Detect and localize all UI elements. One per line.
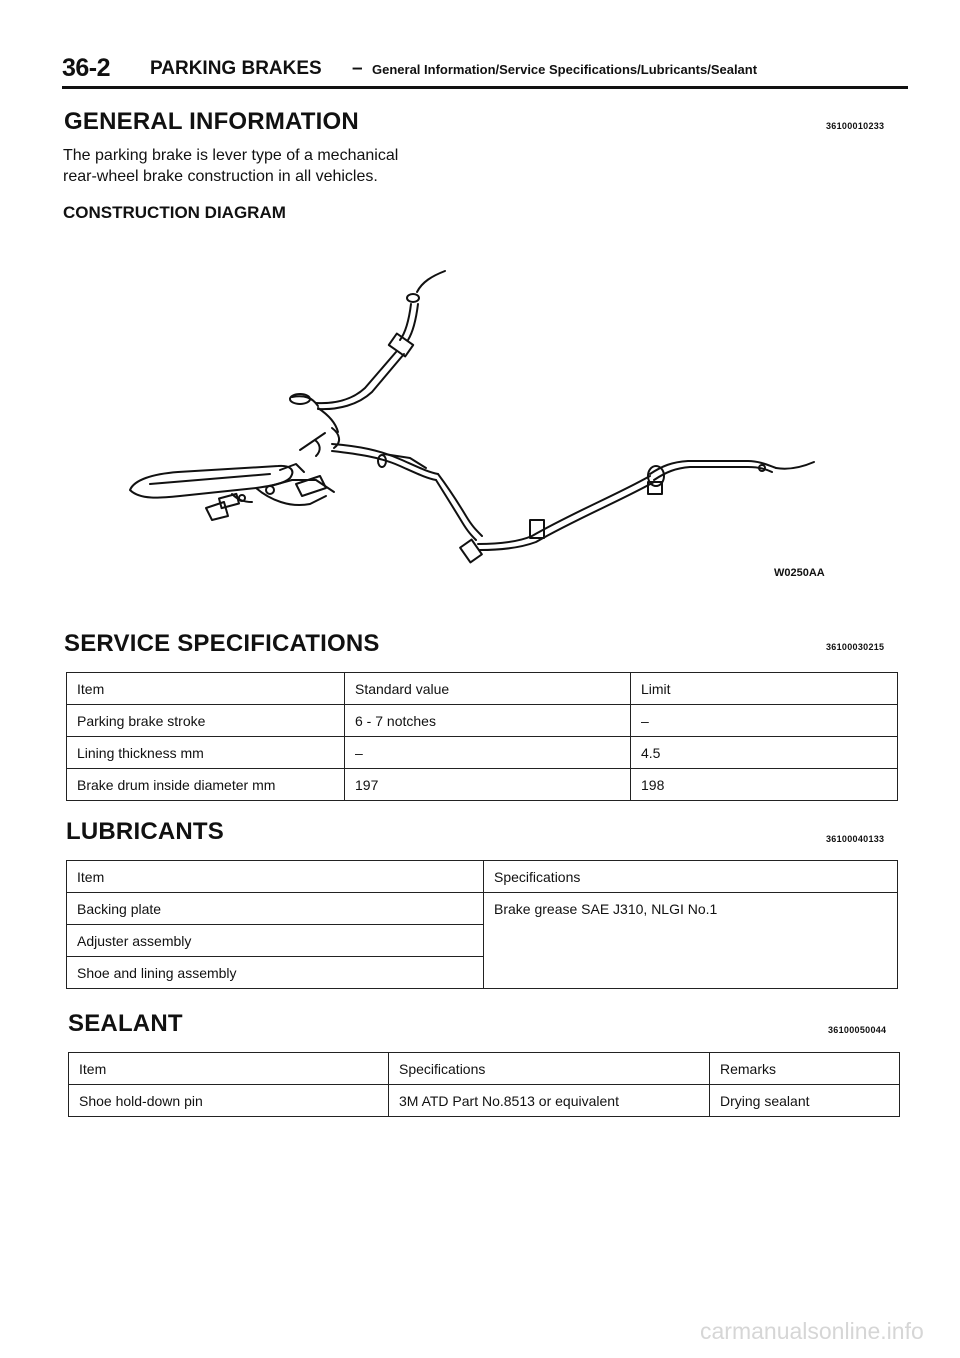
column-header: Specifications (484, 861, 898, 893)
table-row (67, 769, 898, 801)
table-row (67, 737, 898, 769)
table-row (69, 1085, 900, 1117)
general-information-line-1: The parking brake is lever type of a mechanical (63, 147, 399, 164)
general-information-code: 36100010233 (826, 121, 885, 131)
table-cell: 197 (345, 769, 631, 801)
header-rule (62, 86, 908, 89)
column-header: Remarks (710, 1053, 900, 1085)
section-title: PARKING BRAKES (150, 58, 322, 79)
table-cell: Backing plate (67, 893, 484, 925)
header-dash: – (352, 58, 363, 79)
table-header-row (69, 1053, 900, 1085)
table-row (67, 893, 898, 925)
general-information-heading: GENERAL INFORMATION (64, 108, 359, 135)
lubricants-code: 36100040133 (826, 834, 885, 844)
service-specifications-heading: SERVICE SPECIFICATIONS (64, 630, 380, 657)
page-number: 36-2 (62, 54, 111, 82)
column-header: Limit (631, 673, 898, 705)
table-cell: 198 (631, 769, 898, 801)
sealant-table (68, 1052, 900, 1117)
table-header-row (67, 861, 898, 893)
table-cell: 4.5 (631, 737, 898, 769)
table-cell: 3M ATD Part No.8513 or equivalent (389, 1085, 710, 1117)
table-cell: Shoe and lining assembly (67, 957, 484, 989)
column-header: Item (67, 861, 484, 893)
table-cell: Adjuster assembly (67, 925, 484, 957)
watermark: carmanualsonline.info (700, 1318, 924, 1344)
column-header: Specifications (389, 1053, 710, 1085)
lubricants-table (66, 860, 898, 989)
service-specifications-table (66, 672, 898, 801)
table-cell: Parking brake stroke (67, 705, 345, 737)
lubricants-heading: LUBRICANTS (66, 818, 224, 845)
figure-code: W0250AA (774, 567, 825, 579)
table-cell: – (345, 737, 631, 769)
general-information-line-2: rear-wheel brake construction in all vehicles. (63, 168, 378, 185)
sealant-code: 36100050044 (828, 1025, 887, 1035)
column-header: Item (67, 673, 345, 705)
table-cell: – (631, 705, 898, 737)
parking-brake-cable-diagram (120, 258, 840, 588)
sealant-heading: SEALANT (68, 1010, 183, 1037)
table-cell: 6 - 7 notches (345, 705, 631, 737)
table-header-row (67, 673, 898, 705)
table-cell: Shoe hold-down pin (69, 1085, 389, 1117)
table-row (67, 705, 898, 737)
construction-diagram-heading: CONSTRUCTION DIAGRAM (63, 203, 286, 222)
service-specifications-code: 36100030215 (826, 642, 885, 652)
table-cell: Drying sealant (710, 1085, 900, 1117)
table-cell: Brake drum inside diameter mm (67, 769, 345, 801)
column-header: Standard value (345, 673, 631, 705)
table-cell: Brake grease SAE J310, NLGI No.1 (484, 893, 898, 989)
table-cell: Lining thickness mm (67, 737, 345, 769)
section-subtitle: General Information/Service Specifications/Lubricants/Sealant (372, 62, 758, 77)
column-header: Item (69, 1053, 389, 1085)
